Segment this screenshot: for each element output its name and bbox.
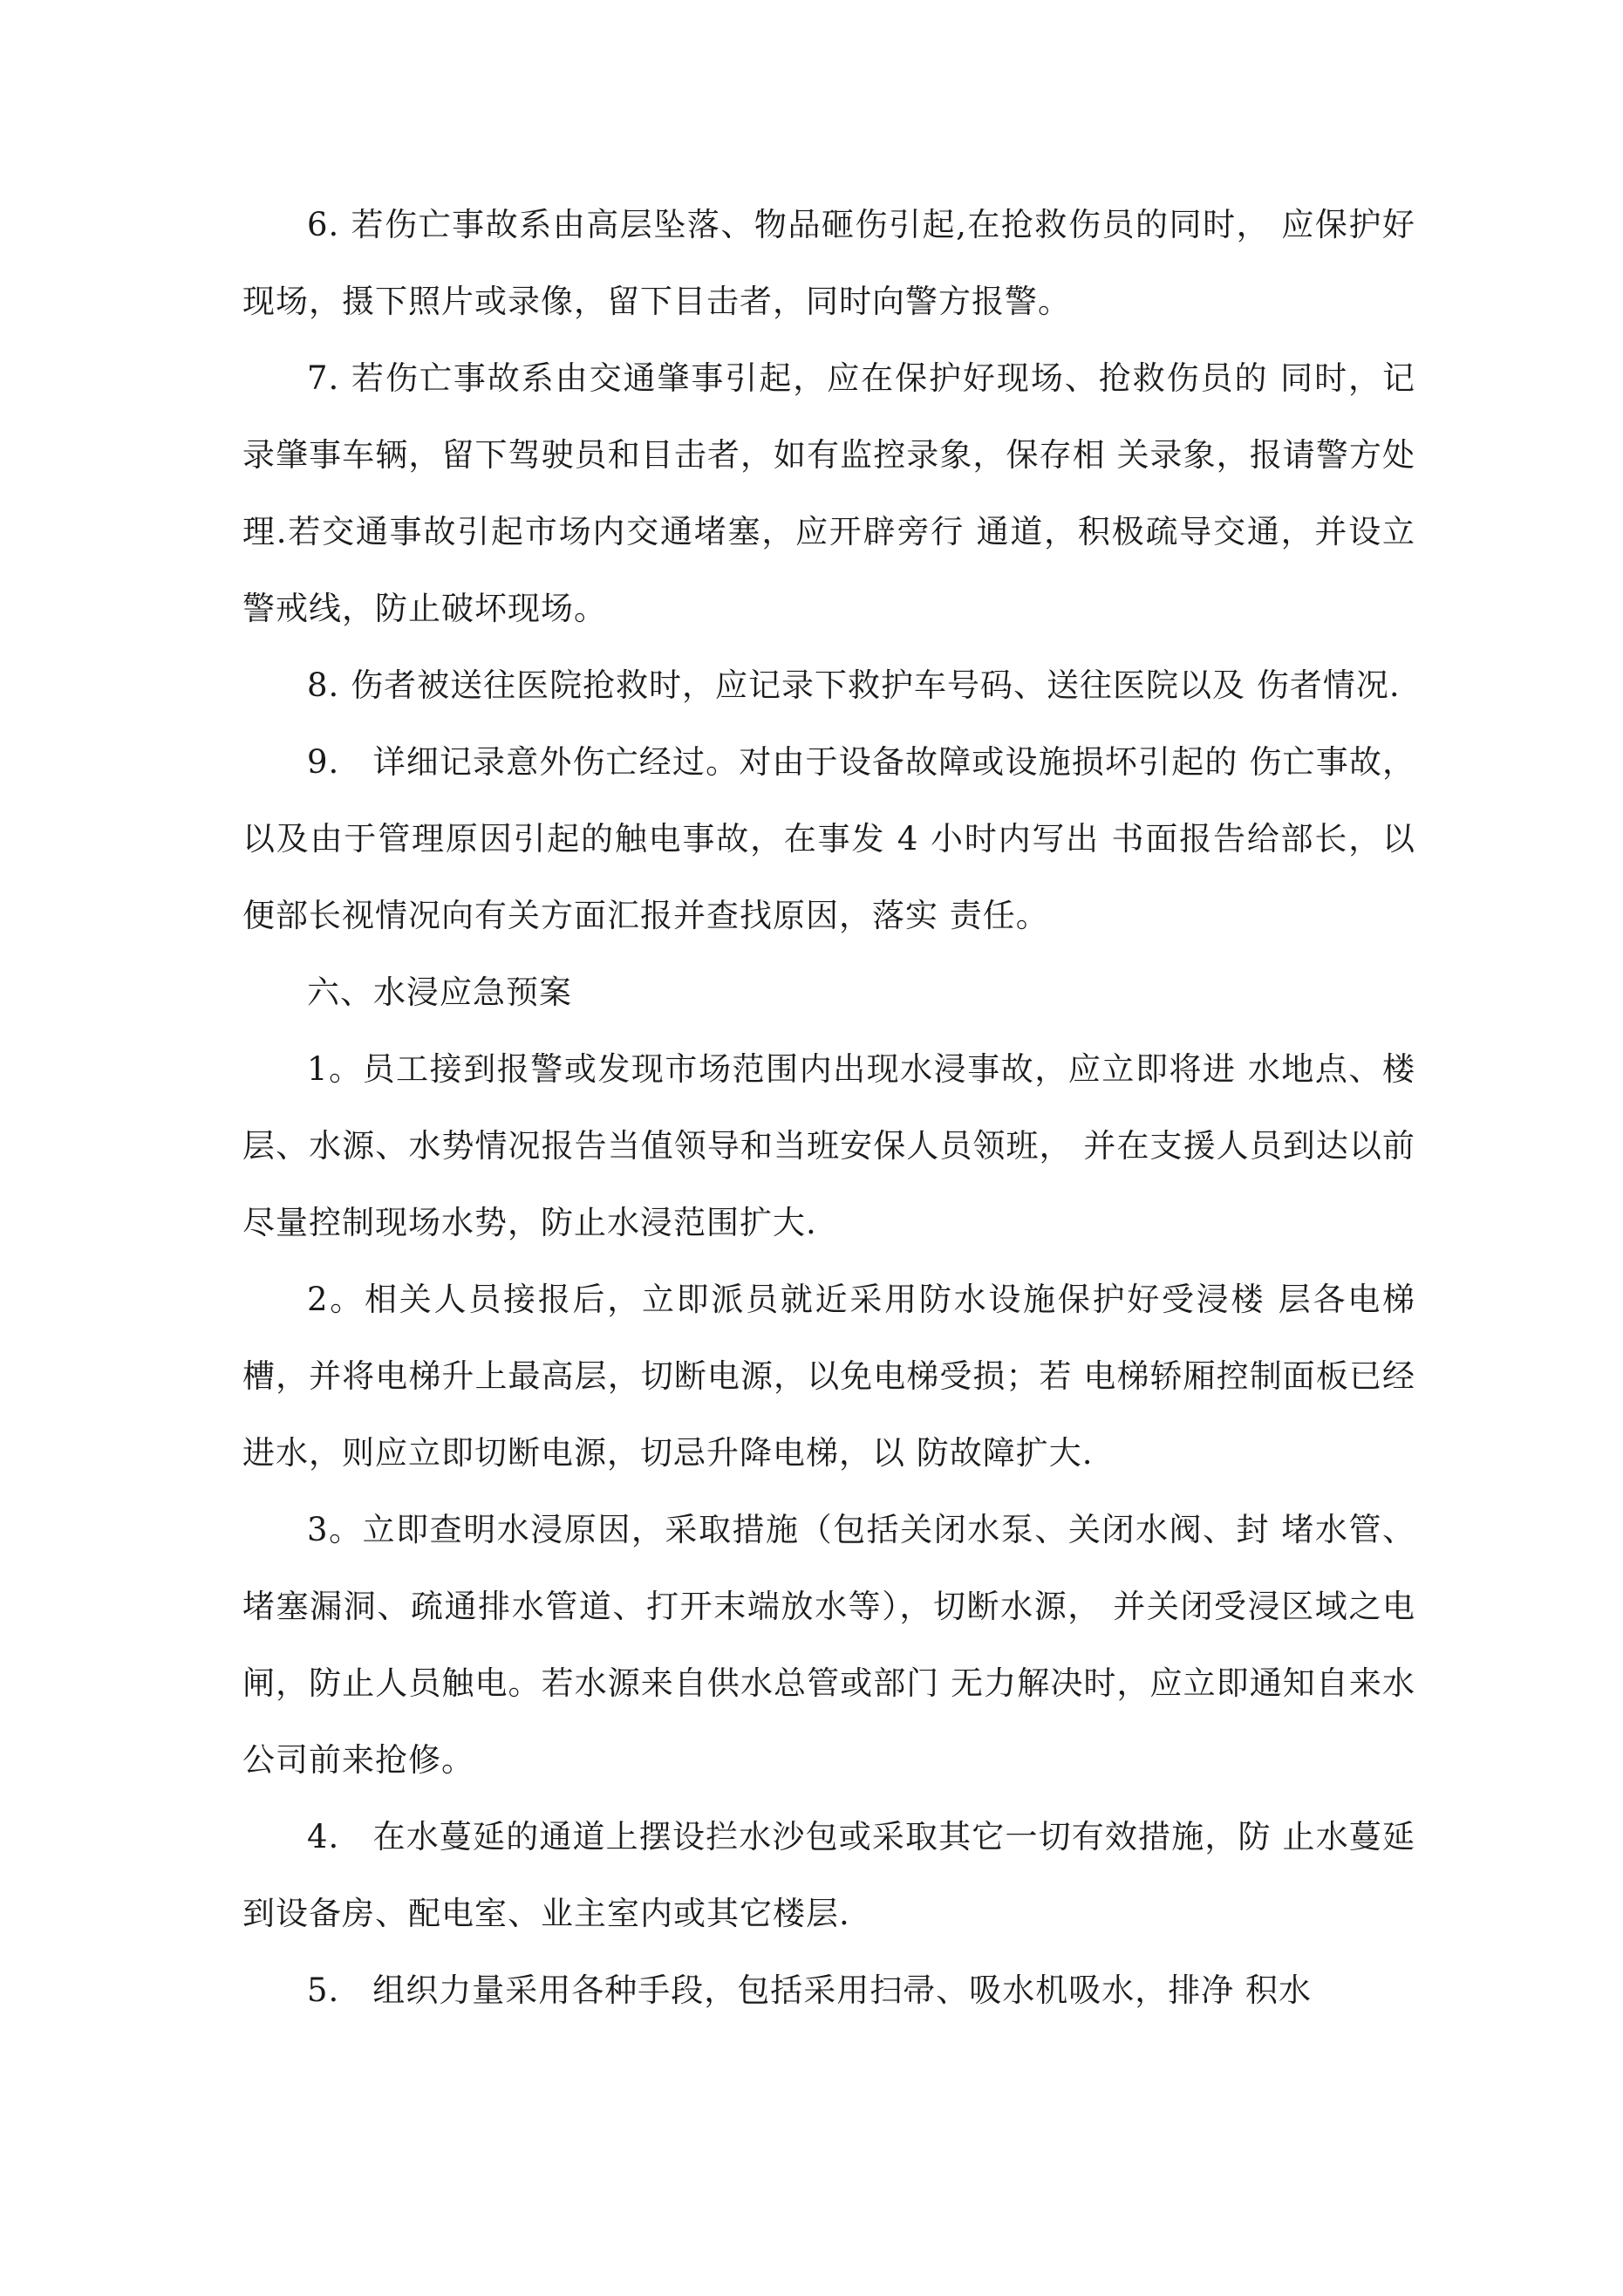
paragraph-step-3: 3。立即查明水浸原因，采取措施（包括关闭水泵、关闭水阀、封 堵水管、堵塞漏洞、疏通排水管道、打开末端放水等），切断水源， 并关闭受浸区域之电闸，防止人员触电。若水源来自供水总管或部门 无力解决时，应立即通知自来水公司前来抢修。: [242, 1511, 1415, 1779]
document-body: [242, 187, 1415, 2029]
paragraph-step-2: 2。相关人员接报后，立即派员就近采用防水设施保护好受浸楼 层各电梯槽，并将电梯升上最高层，切断电源，以免电梯受损；若 电梯轿厢控制面板已经进水，则应立即切断电源，切忌升降电梯，以 防故障扩大.: [242, 1281, 1415, 1472]
paragraph-step-1: 1。员工接到报警或发现市场范围内出现水浸事故，应立即将进 水地点、楼层、水源、水势情况报告当值领导和当班安保人员领班， 并在支援人员到达以前尽量控制现场水势，防止水浸范围扩大.: [242, 1050, 1415, 1241]
paragraph-step-5: 5. 组织力量采用各种手段，包括采用扫帚、吸水机吸水，排净 积水: [307, 1971, 1313, 2009]
paragraph-step-4: 4. 在水蔓延的通道上摆设拦水沙包或采取其它一切有效措施，防 止水蔓延到设备房、配电室、业主室内或其它楼层.: [242, 1818, 1415, 1932]
paragraph-item-6: 6. 若伤亡事故系由高层坠落、物品砸伤引起,在抢救伤员的同时， 应保护好现场，摄下照片或录像，留下目击者，同时向警方报警。: [242, 206, 1415, 320]
paragraph-item-8: 8. 伤者被送往医院抢救时，应记录下救护车号码、送往医院以及 伤者情况.: [307, 666, 1401, 704]
paragraph-item-7: 7. 若伤亡事故系由交通肇事引起，应在保护好现场、抢救伤员的 同时，记录肇事车辆，留下驾驶员和目击者，如有监控录象，保存相 关录象，报请警方处理.若交通事故引起市场内交通堵塞，应开辟旁行 通道，积极疏导交通，并设立警戒线，防止破坏现场。: [242, 359, 1415, 627]
paragraph-item-9: 9. 详细记录意外伤亡经过。对由于设备故障或设施损坏引起的 伤亡事故，以及由于管理原因引起的触电事故，在事发 4 小时内写出 书面报告给部长，以便部长视情况向有关方面汇报并查找原因，落实 责任。: [242, 743, 1415, 934]
section-heading-water-emergency: 六、水浸应急预案: [307, 974, 572, 1011]
